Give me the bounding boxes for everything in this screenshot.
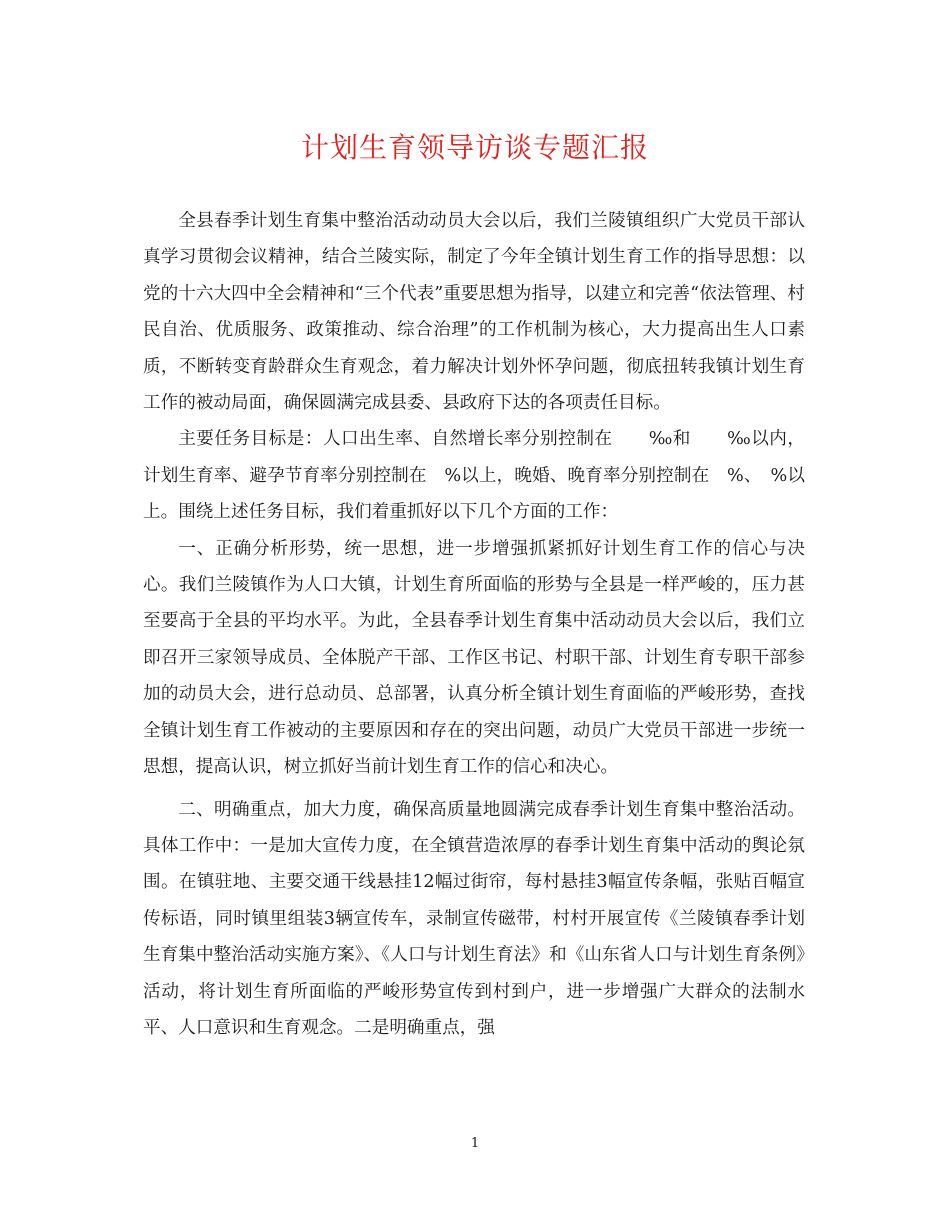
paragraph-section-one: 一、正确分析形势，统一思想，进一步增强抓紧抓好计划生育工作的信心与决心。我们兰陵镇作为人口大镇，计划生育所面临的形势与全县是一样严峻的，压力甚至要高于全县的平均水平。为此，全县春季计划生育集中活动动员大会以后，我们立即召开三家领导成员、全体脱产干部、工作区书记、村职干部、计划生育专职干部参加的动员大会，进行总动员、总部署，认真分析全镇计划生育面临的严峻形势，查找全镇计划生育工作被动的主要原因和存在的突出问题，动员广大党员干部进一步统一思想，提高认识，树立抓好当前计划生育工作的信心和决心。 (143, 538, 805, 778)
paragraph-targets: 主要任务目标是：人口出生率、自然增长率分别控制在 ‰和 ‰以内，计划生育率、避孕节育率分别控制在 %以上，晚婚、晚育率分别控制在 %、 %以上。围绕上述任务目标，我们着重抓好以下几个方面的工作： (143, 429, 805, 523)
page-number: 1 (470, 1136, 480, 1151)
document-title: 计划生育领导访谈专题汇报 (300, 131, 649, 164)
document-body (143, 203, 805, 1046)
paragraph-intro: 全县春季计划生育集中整治活动动员大会以后，我们兰陵镇组织广大党员干部认真学习贯彻会议精神，结合兰陵实际，制定了今年全镇计划生育工作的指导思想：以党的十六大四中全会精神和“三个代表”重要思想为指导，以建立和完善“依法管理、村民自治、优质服务、政策推动、综合治理”的工作机制为核心，大力提高出生人口素质，不断转变育龄群众生育观念，着力解决计划外怀孕问题，彻底扭转我镇计划生育工作的被动局面，确保圆满完成县委、县政府下达的各项责任目标。 (143, 211, 805, 414)
paragraph-section-two: 二、明确重点，加大力度，确保高质量地圆满完成春季计划生育集中整治活动。具体工作中：一是加大宣传力度，在全镇营造浓厚的春季计划生育集中活动的舆论氛围。在镇驻地、主要交通干线悬挂12幅过街帘，每村悬挂3幅宣传条幅，张贴百幅宣传标语，同时镇里组装3辆宣传车，录制宣传磁带，村村开展宣传《兰陵镇春季计划生育集中整治活动实施方案》、《人口与计划生育法》和《山东省人口与计划生育条例》活动，将计划生育所面临的严峻形势宣传到村到户，进一步增强广大群众的法制水平、人口意识和生育观念。二是明确重点，强 (143, 799, 805, 1038)
